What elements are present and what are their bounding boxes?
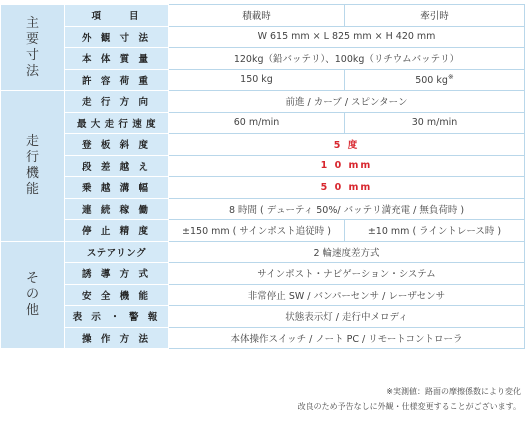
row-value: 非常停止 SW / バンパーセンサ / レーザセンサ	[169, 284, 525, 306]
table-row	[1, 48, 525, 70]
footnote-disclaimer: 改良のため予告なしに外観・仕様変更することがございます。	[297, 402, 521, 411]
row-value: 本体操作スイッチ / ノート PC / リモートコントローラ	[169, 327, 525, 349]
row-value: 5 度	[169, 134, 525, 156]
row-label: 誘 導 方 式	[65, 263, 169, 285]
row-label: 登 板 斜 度	[65, 134, 169, 156]
row-value-loaded: ±150 mm ( サインポスト追従時 )	[169, 220, 345, 242]
table-header-row	[1, 5, 525, 27]
table-row	[1, 327, 525, 349]
footnote-measurement: ※実測値：路面の摩擦係数により変化	[386, 387, 521, 396]
row-value-towing: 30 m/min	[345, 112, 525, 134]
table-row	[1, 26, 525, 48]
table-row	[1, 198, 525, 220]
row-label: 外 観 寸 法	[65, 26, 169, 48]
section-travel-function: 走行機能	[1, 91, 65, 242]
section-other: その他	[1, 241, 65, 349]
footnotes	[298, 384, 521, 414]
towing-load-value: 500 kg	[415, 75, 448, 87]
row-label: 操 作 方 法	[65, 327, 169, 349]
table-row	[1, 69, 525, 91]
row-label: 表 示 ・ 警 報	[65, 306, 169, 328]
table-row	[1, 112, 525, 134]
row-label: 連 続 稼 働	[65, 198, 169, 220]
row-value: 8 時間 ( デューティ 50%/ バッテリ満充電 / 無負荷時 )	[169, 198, 525, 220]
row-value-towing	[345, 69, 525, 91]
table-row	[1, 220, 525, 242]
row-label: ステアリング	[65, 241, 169, 263]
row-label: 乗 越 溝 幅	[65, 177, 169, 199]
row-value: サインポスト・ナビゲーション・システム	[169, 263, 525, 285]
row-value: 状態表示灯 / 走行中メロディ	[169, 306, 525, 328]
row-value: 120kg（鉛バッテリ）、100kg（リチウムバッテリ）	[169, 48, 525, 70]
header-towing: 牽引時	[345, 5, 525, 27]
table-row	[1, 241, 525, 263]
table-row	[1, 91, 525, 113]
row-value: 1 0 mm	[169, 155, 525, 177]
row-value: W 615 mm × L 825 mm × H 420 mm	[169, 26, 525, 48]
row-label: 段 差 越 え	[65, 155, 169, 177]
table-row	[1, 263, 525, 285]
table-row	[1, 284, 525, 306]
section-main-dimensions: 主要寸法	[1, 5, 65, 91]
table-row	[1, 134, 525, 156]
row-value: 前進 / カーブ / スピンターン	[169, 91, 525, 113]
header-loaded: 積載時	[169, 5, 345, 27]
table-row	[1, 306, 525, 328]
row-label: 安 全 機 能	[65, 284, 169, 306]
row-label: 許 容 荷 重	[65, 69, 169, 91]
row-value-towing: ±10 mm ( ライントレース時 )	[345, 220, 525, 242]
row-label: 最 大 走 行 速 度	[65, 112, 169, 134]
table-row	[1, 155, 525, 177]
row-value: 2 輪速度差方式	[169, 241, 525, 263]
row-label: 停 止 精 度	[65, 220, 169, 242]
row-label: 走 行 方 向	[65, 91, 169, 113]
footnote-mark: ※	[447, 73, 454, 82]
header-item-label: 項 目	[65, 5, 169, 27]
row-value: 5 0 mm	[169, 177, 525, 199]
row-value-loaded: 60 m/min	[169, 112, 345, 134]
table-row	[1, 177, 525, 199]
row-value-loaded: 150 kg	[169, 69, 345, 91]
row-label: 本 体 質 量	[65, 48, 169, 70]
spec-table	[0, 4, 525, 349]
